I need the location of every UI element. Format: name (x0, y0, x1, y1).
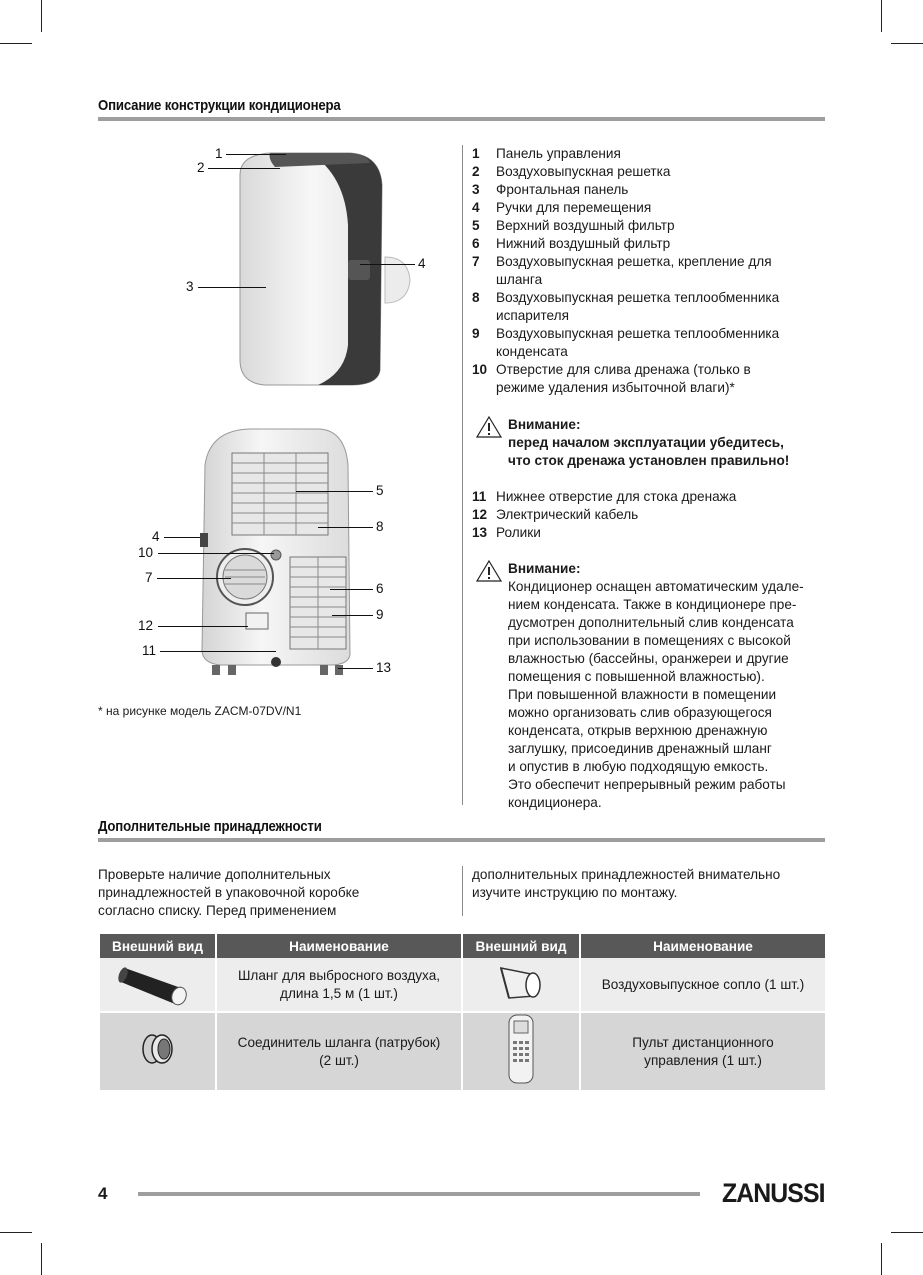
remote-control-icon (506, 1013, 536, 1085)
crop-mark (0, 1232, 32, 1233)
table-row (100, 1012, 825, 1090)
table-cell-image (100, 958, 216, 1012)
callout-3: 3 (186, 279, 194, 294)
legend-text: Воздуховыпускная решетка (496, 164, 671, 179)
legend-item (472, 361, 832, 379)
legend-item (472, 217, 832, 235)
footer-rule (138, 1192, 700, 1196)
warning-line: влажностью (бассейны, оранжереи и другие (508, 651, 789, 666)
legend-text: Нижнее отверстие для стока дренажа (496, 489, 737, 504)
callout-line (158, 626, 248, 627)
air-conditioner-front-illustration (230, 145, 420, 390)
legend-text: Воздуховыпускная решетка, крепление для (496, 254, 772, 269)
warning-line: что сток дренажа установлен правильно! (508, 453, 790, 468)
intro-left (98, 866, 359, 920)
callout-line (338, 668, 373, 669)
warning-line: конденсата, открыв верхнюю дренажную (508, 723, 768, 738)
legend-item (472, 199, 832, 217)
intro-line: согласно списку. Перед применением (98, 903, 337, 918)
cell-line: длина 1,5 м (1 шт.) (280, 985, 398, 1001)
warning-line: Это обеспечит непрерывный режим работы (508, 777, 786, 792)
legend-text: Нижний воздушный фильтр (496, 236, 671, 251)
callout-5: 5 (376, 483, 384, 498)
legend-num: 9 (472, 326, 480, 341)
table-cell-name (216, 1012, 462, 1090)
table-cell-image (462, 958, 580, 1012)
legend-num: 1 (472, 146, 480, 161)
legend-num: 10 (472, 362, 488, 377)
cell-line: Пульт дистанционного (632, 1034, 774, 1050)
hose-icon (117, 958, 199, 1006)
warning-line: перед началом эксплуатации убедитесь, (508, 435, 784, 450)
legend-num: 4 (472, 200, 480, 215)
footnote: * на рисунке модель ZACM-07DV/N1 (98, 704, 302, 718)
warning-icon (476, 560, 502, 582)
legend-text: Электрический кабель (496, 507, 639, 522)
cell-line: Шланг для выбросного воздуха, (237, 967, 441, 983)
callout-line (198, 287, 266, 288)
table-row (100, 958, 825, 1012)
brand-logo: ZANUSSI (722, 1178, 825, 1208)
warning-line: при использовании в помещениях с высокой (508, 633, 791, 648)
cell-line: Соединитель шланга (патрубок) (237, 1034, 441, 1050)
legend-text: Ручки для перемещения (496, 200, 652, 215)
section-rule (98, 117, 825, 121)
legend-num: 13 (472, 525, 488, 540)
legend-num: 12 (472, 507, 488, 522)
table-header: Наименование (216, 934, 462, 958)
callout-line (157, 578, 231, 579)
column-divider (462, 145, 463, 805)
table-cell-image (100, 1012, 216, 1090)
warning-line: кондиционера. (508, 795, 602, 810)
callout-6: 6 (376, 581, 384, 596)
legend-text-cont: испарителя (496, 308, 569, 323)
legend-item (472, 524, 832, 542)
legend-num: 11 (472, 489, 487, 504)
callout-line (332, 615, 373, 616)
table-header-row (100, 934, 825, 958)
legend-num: 6 (472, 236, 480, 251)
warning-line: можно организовать слив образующегося (508, 705, 772, 720)
warning-block-1 (472, 416, 832, 470)
legend-num: 7 (472, 254, 480, 269)
legend-item (472, 181, 832, 199)
section-rule (98, 838, 825, 842)
warning-title: Внимание: (508, 417, 581, 432)
hose-connector-icon (138, 1031, 178, 1067)
legend-text-cont: режиме удаления избыточной влаги)* (496, 380, 735, 395)
nozzle-icon (495, 960, 547, 1004)
legend-text: Фронтальная панель (496, 182, 629, 197)
callout-11: 11 (142, 643, 157, 658)
table-cell-image (462, 1012, 580, 1090)
legend-text: Ролики (496, 525, 541, 540)
callout-line (296, 491, 373, 492)
table-cell-name (216, 958, 462, 1012)
callout-4-front: 4 (418, 256, 426, 271)
legend-num: 2 (472, 164, 480, 179)
legend-item (472, 145, 832, 163)
cell-line: Воздуховыпускное сопло (1 шт.) (601, 976, 805, 992)
callout-12: 12 (138, 618, 154, 633)
legend-item (472, 506, 832, 524)
legend-text: Отверстие для слива дренажа (только в (496, 362, 751, 377)
callout-4-rear: 4 (152, 529, 160, 544)
callout-line (226, 154, 286, 155)
section-title-accessories: Дополнительные принадлежности (98, 818, 322, 835)
warning-line: дусмотрен дополнительный слив конденсата (508, 615, 794, 630)
legend-item (472, 289, 832, 307)
warning-line: помещения с повышенной влажностью). (508, 669, 765, 684)
warning-line: и опустив в любую подходящую емкость. (508, 759, 769, 774)
legend-text-cont: конденсата (496, 344, 568, 359)
warning-line: заглушку, присоединив дренажный шланг (508, 741, 772, 756)
intro-line: принадлежностей в упаковочной коробке (98, 885, 360, 900)
crop-mark (881, 0, 882, 32)
callout-line (360, 264, 415, 265)
warning-icon (476, 416, 502, 438)
intro-line: изучите инструкцию по монтажу. (472, 885, 678, 900)
accessories-table (100, 934, 825, 1090)
intro-line: Проверьте наличие дополнительных (98, 867, 331, 882)
section-title-construction: Описание конструкции кондиционера (98, 97, 341, 114)
table-header: Наименование (580, 934, 825, 958)
legend-item (472, 253, 832, 271)
parts-legend (472, 145, 832, 397)
table-cell-name (580, 958, 825, 1012)
warning-block-2 (472, 560, 832, 812)
table-header: Внешний вид (100, 934, 216, 958)
warning-line: При повышенной влажности в помещении (508, 687, 777, 702)
crop-mark (881, 1243, 882, 1275)
legend-text: Воздуховыпускная решетка теплообменника (496, 326, 780, 341)
crop-mark (41, 1243, 42, 1275)
crop-mark (891, 1232, 923, 1233)
table-header: Внешний вид (462, 934, 580, 958)
callout-line (318, 527, 373, 528)
legend-text: Панель управления (496, 146, 621, 161)
intro-line: дополнительных принадлежностей внимательно (472, 867, 781, 882)
legend-text: Воздуховыпускная решетка теплообменника (496, 290, 780, 305)
warning-line: нием конденсата. Также в кондиционере пре- (508, 597, 797, 612)
legend-item (472, 235, 832, 253)
callout-10: 10 (138, 545, 154, 560)
callout-line (330, 589, 373, 590)
legend-text: Верхний воздушный фильтр (496, 218, 675, 233)
legend-item (472, 488, 832, 506)
callout-13: 13 (376, 660, 392, 675)
cell-line: управления (1 шт.) (644, 1052, 762, 1068)
table-cell-name (580, 1012, 825, 1090)
legend-item (472, 325, 832, 343)
callout-line (158, 553, 274, 554)
column-divider (462, 866, 463, 916)
legend-text-cont: шланга (496, 272, 543, 287)
legend-num: 8 (472, 290, 480, 305)
crop-mark (891, 43, 923, 44)
callout-7: 7 (145, 570, 153, 585)
callout-line (160, 651, 276, 652)
page-number: 4 (98, 1184, 108, 1203)
intro-right (472, 866, 780, 902)
crop-mark (41, 0, 42, 32)
callout-line (164, 537, 200, 538)
cell-line: (2 шт.) (319, 1052, 359, 1068)
legend-num: 3 (472, 182, 480, 197)
warning-line: Кондиционер оснащен автоматическим удале- (508, 579, 804, 594)
callout-2: 2 (197, 160, 205, 175)
parts-legend-2 (472, 488, 832, 542)
callout-9: 9 (376, 607, 384, 622)
warning-title: Внимание: (508, 561, 581, 576)
crop-mark (0, 43, 32, 44)
callout-8: 8 (376, 519, 384, 534)
legend-num: 5 (472, 218, 480, 233)
callout-line (208, 168, 280, 169)
legend-item (472, 163, 832, 181)
callout-1: 1 (215, 146, 223, 161)
